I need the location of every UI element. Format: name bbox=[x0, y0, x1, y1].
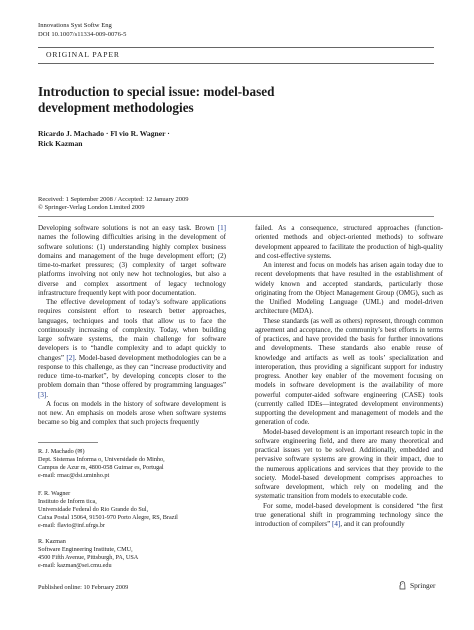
affiliation-machado bbox=[38, 448, 238, 480]
affiliation-wagner bbox=[38, 490, 238, 530]
text: , and it can profoundly bbox=[340, 520, 405, 528]
text: The effective development of today’s software applications requires consistent effort to research better approaches, languages, techniques and tools that allow us to face the continuously increasing of complexity. Today, when building large software systems, the main challenge for software developers is to “handle complexity and to adapt quickly to changes” bbox=[38, 298, 226, 362]
text: For some, model-based development is considered “the first true generational shift in programming technology since the introduction of compilers” bbox=[255, 501, 443, 528]
footnote-rule bbox=[38, 442, 98, 443]
paragraph: An interest and focus on models has arisen again today due to recent developments that have resulted in the establishment of widely known and accepted standards, particularly those originating from the Object Management Group (OMG), such as the Unified Modeling Language (UML) and model-driven architecture (MDA). bbox=[255, 261, 443, 316]
paragraph: failed. As a consequence, structured approaches (function-oriented methods and object-oriented methods) to software development appeared to facilitate the production of high-quality and cost-effective systems. bbox=[255, 224, 443, 260]
authors-line-1: Ricardo J. Machado · Fl vio R. Wagner · bbox=[38, 129, 170, 138]
article-history bbox=[38, 196, 189, 213]
citation-link[interactable]: [4] bbox=[332, 520, 341, 528]
citation-link[interactable]: [2] bbox=[66, 353, 75, 362]
authors-line-2: Rick Kazman bbox=[38, 138, 83, 148]
citation-link[interactable]: [1] bbox=[217, 224, 226, 232]
right-column bbox=[255, 224, 443, 529]
text: names the following difficulties arising in the development of software solutions: (1) understanding highly complex business domains and management of the huge development effort; (2) time-to-market pressures; (3) complexity of target software platforms involving not only new hot technologies, but also a diverse and complex assortment of legacy technology infrastructure frequently kept with poor documentation. bbox=[38, 233, 226, 297]
affiliation-author: F. R. Wagner bbox=[38, 490, 71, 497]
author-list bbox=[38, 129, 298, 148]
journal-header bbox=[38, 22, 126, 39]
paragraph: These standards (as well as others) represent, through common agreement and acceptance, the community’s best efforts in terms of practices, and have provided the basis for further innovations and developments. These standards also enable reuse of knowledge and artifacts as well as tools’ specialization and interoperation, thus providing a significant support for industry progress. Another key enabler of the movement focusing on models in software development is the availability of more powerful computer-aided software engineering (CASE) tools (currently called IDEs—integrated development environments) supporting the development and management of models and the generation of code. bbox=[255, 316, 443, 427]
affiliation-email[interactable]: e-mail: rmac@dsi.uminho.pt bbox=[38, 471, 110, 479]
header-rule bbox=[38, 216, 434, 217]
doi: DOI 10.1007/s11334-009-0076-5 bbox=[38, 30, 127, 38]
section-label: ORIGINAL PAPER bbox=[46, 50, 120, 59]
citation-link[interactable]: [3] bbox=[38, 390, 47, 399]
published-online: Published online: 10 February 2009 bbox=[38, 584, 129, 591]
publisher-mark bbox=[397, 580, 435, 590]
chess-knight-icon bbox=[397, 580, 407, 590]
paper-title: Introduction to special issue: model-based development methodologies bbox=[38, 84, 275, 115]
affiliation-line: Caixa Postal 15064, 91501-970 Porto Alegre, RS, Brazil bbox=[38, 513, 178, 521]
affiliation-email[interactable]: e-mail: kazman@sei.cmu.edu bbox=[38, 561, 112, 569]
affiliation-line: 4500 Fifth Avenue, Pittsburgh, PA, USA bbox=[38, 553, 139, 561]
affiliation-line: Software Engineering Institute, CMU, bbox=[38, 545, 133, 553]
paragraph: Model-based development is an important research topic in the software engineering field, and there are many theoretical and practical issues yet to be solved. Additionally, embedded and pervasive software systems are growing in their impact, due to the numerous applications and services that they provide to the society. Model-based development comprises approaches to software development, which rely on modeling and the systematic transition from models to executable code. bbox=[255, 427, 443, 501]
affiliation-kazman bbox=[38, 538, 238, 570]
left-column bbox=[38, 224, 226, 428]
affiliation-author: R. J. Machado (✉) bbox=[38, 448, 85, 455]
affiliation-line: Instituto de Inform tica, bbox=[38, 497, 97, 505]
copyright: © Springer-Verlag London Limited 2009 bbox=[38, 204, 145, 212]
paragraph bbox=[38, 298, 226, 400]
affiliation-email[interactable]: e-mail: flavio@inf.ufrgs.br bbox=[38, 521, 105, 529]
affiliation-author: R. Kazman bbox=[38, 538, 66, 545]
text: . bbox=[46, 390, 49, 399]
journal-name: Innovations Syst Softw Eng bbox=[38, 22, 112, 29]
publisher-name: Springer bbox=[410, 580, 436, 590]
paragraph bbox=[38, 224, 226, 298]
affiliation-line: Universidade Federal do Rio Grande do Sul, bbox=[38, 505, 149, 513]
text: . Model-based development methodologies can be a response to this challenge, as they can “increase productivity and reduce time-to-market”, by developing concepts closer to the problem domain than “those offered by programming languages” bbox=[38, 353, 226, 390]
paragraph: A focus on models in the history of software development is not new. An emphasis on models arose when software systems became so big and complex that such projects frequently bbox=[38, 399, 226, 427]
text: Developing software solutions is not an easy task. Brown bbox=[38, 224, 218, 232]
affiliation-line: Campus de Azur m, 4800-058 Guimar es, Portugal bbox=[38, 463, 164, 471]
paragraph bbox=[255, 502, 443, 530]
received-accepted: Received: 1 September 2008 / Accepted: 12 January 2009 bbox=[38, 196, 189, 203]
affiliation-line: Dept. Sistemas Informa o, Universidade do Minho, bbox=[38, 455, 165, 463]
section-bar bbox=[38, 47, 434, 64]
